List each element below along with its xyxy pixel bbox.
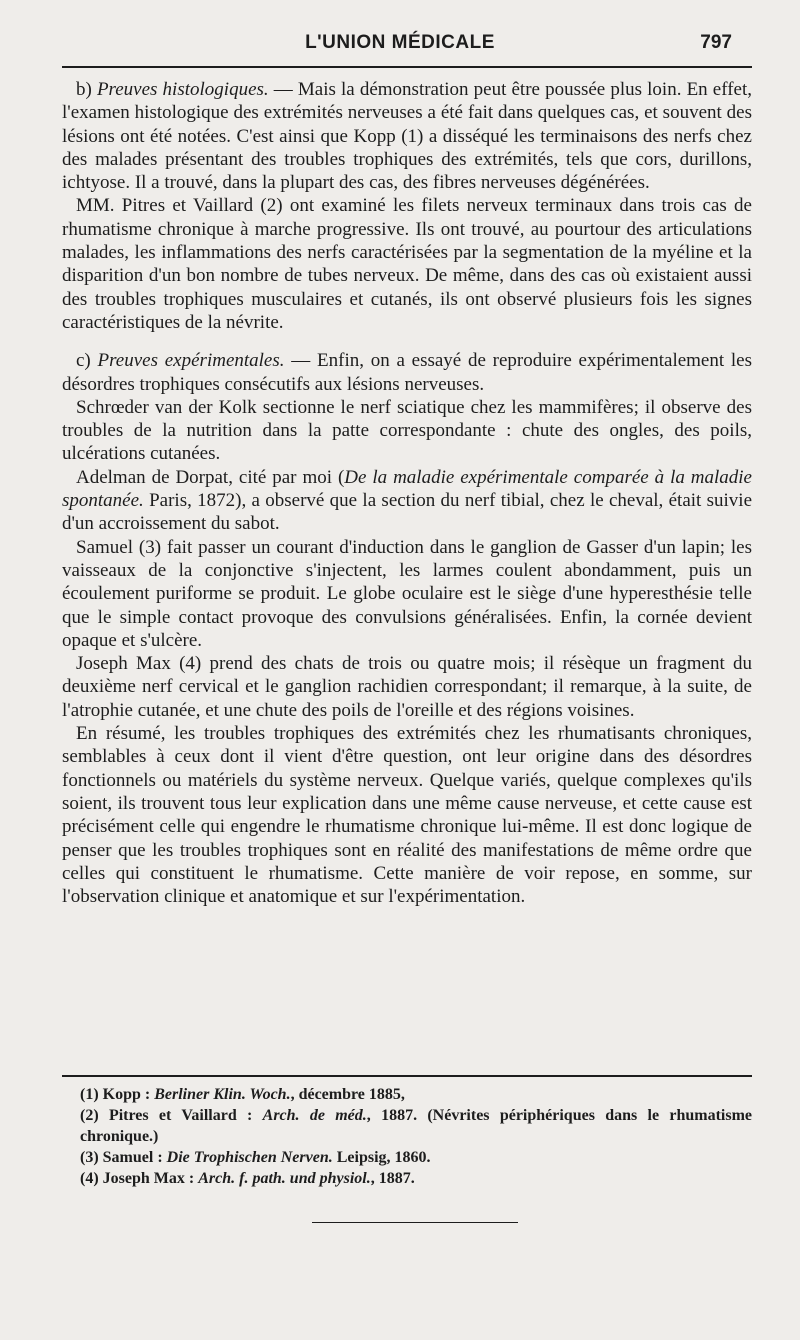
section-c-paragraph: [62, 349, 752, 396]
section-b-paragraph: [62, 78, 752, 194]
section-c-intro: — Enfin, on a essayé de reproduire expérimentalement les désordres trophiques consécutifs aux lésions nerveuses.: [62, 350, 752, 395]
footnote-1-start: (1) Kopp :: [80, 1086, 155, 1103]
end-rule: [312, 1222, 518, 1223]
footnote-2: [80, 1105, 752, 1147]
section-c-p3-start: Adelman de Dorpat, cité par moi (: [76, 466, 345, 488]
footnote-3: [80, 1147, 752, 1168]
header-rule: [62, 66, 752, 68]
section-c-label: c): [76, 350, 98, 372]
footnote-4-source: Arch. f. path. und physiol.: [198, 1170, 371, 1187]
section-b-intro: — Mais la démonstration peut être poussée plus loin. En effet, l'examen histologique des extrémités nerveuses a été fait dans quelques cas, et souvent des lésions ont été notées. C'est ainsi que Kopp (1) a disséqué les terminaisons des nerfs chez des malades présentant des troubles trophiques des extrémités, tels que cors, durillons, ichtyose. Il a trouvé, dans la plupart des cas, des fibres nerveuses dégénérées.: [62, 79, 753, 194]
section-c-p3-italic: De la maladie expérimentale comparée à la maladie spontanée.: [62, 466, 752, 512]
section-b-title: Preuves histologiques.: [96, 79, 269, 100]
section-c-paragraph-3: [62, 466, 752, 536]
footnote-2-source: Arch. de méd.: [262, 1107, 367, 1124]
section-c-p3-end: Paris, 1872), a observé que la section du nerf tibial, chez le cheval, était suivie d'un accroissement du sabot.: [62, 490, 752, 535]
main-text: [62, 78, 752, 908]
footnotes: [80, 1084, 752, 1189]
footnote-1: [80, 1084, 752, 1105]
footnote-4-end: , 1887.: [370, 1170, 415, 1187]
running-title: L'UNION MÉDICALE: [305, 32, 495, 53]
section-c-paragraph-5: Joseph Max (4) prend des chats de trois ou quatre mois; il résèque un fragment du deuxième nerf cervical et le ganglion rachidien correspondant; il remarque, à la suite, de l'atrophie cutanée, et une chute des poils de l'oreille et des régions voisines.: [62, 653, 752, 721]
footnote-2-start: (2) Pitres et Vaillard :: [80, 1107, 263, 1124]
footnote-3-end: Leipsig, 1860.: [332, 1149, 431, 1166]
section-b-label: b): [76, 79, 97, 100]
footnote-3-start: (3) Samuel :: [80, 1149, 167, 1166]
footnotes-rule: [62, 1075, 752, 1077]
footnote-4-start: (4) Joseph Max :: [80, 1170, 199, 1187]
section-c-paragraph-4: Samuel (3) fait passer un courant d'induction dans le ganglion de Gasser d'un lapin; les vaisseaux de la conjonctive s'injectent, les larmes coulent abondamment, puis un écoulement puriforme se produit. Le globe oculaire est le siège d'une hyperesthésie telle que le simple contact provoque des convulsions généralisées. Enfin, la cornée devient opaque et s'ulcère.: [62, 536, 752, 651]
section-c-title: Preuves expérimentales.: [97, 350, 285, 372]
footnote-3-source: Die Trophischen Nerven.: [166, 1149, 333, 1166]
section-b-paragraph-2: MM. Pitres et Vaillard (2) ont examiné les filets nerveux terminaux dans trois cas de rhumatisme chronique à marche progressive. Ils ont trouvé, au pourtour des articulations malades, les inflammations des nerfs caractérisées par la segmentation de la myéline et la disparition d'un bon nombre de tubes nerveux. De même, dans des cas où existaient aussi des troubles trophiques musculaires et cutanés, ils ont observé plusieurs fois les signes caractéristiques de la névrite.: [62, 195, 752, 333]
footnote-2-end: , 1887. (Névrites périphériques dans le rhumatisme chronique.): [80, 1107, 753, 1145]
footnote-4: [80, 1168, 752, 1189]
page-header: [0, 32, 800, 62]
summary-paragraph: En résumé, les troubles trophiques des extrémités chez les rhumatisants chroniques, semblables à ceux dont il vient d'être question, ont leur origine dans des désordres fonctionnels ou matériels du système nerveux. Quelque variés, quelque complexes qu'ils soient, ils trouvent tous leur explication dans une même cause nerveuse, et cette cause est précisément celle qui engendre le rhumatisme chronique lui-même. Il est donc logique de penser que les troubles trophiques sont en réalité des manifestations de même ordre que celles qui constituent le rhumatisme. Cette manière de voir repose, en somme, sur l'observation clinique et anatomique et sur l'expérimentation.: [62, 723, 752, 908]
footnote-1-source: Berliner Klin. Woch.: [154, 1086, 291, 1103]
section-c-paragraph-2: Schrœder van der Kolk sectionne le nerf sciatique chez les mammifères; il observe des troubles de la nutrition dans la patte correspondante : chute des ongles, des poils, ulcérations cutanées.: [62, 396, 752, 465]
footnote-1-end: , décembre 1885,: [290, 1086, 405, 1103]
page-number: 797: [700, 32, 732, 53]
